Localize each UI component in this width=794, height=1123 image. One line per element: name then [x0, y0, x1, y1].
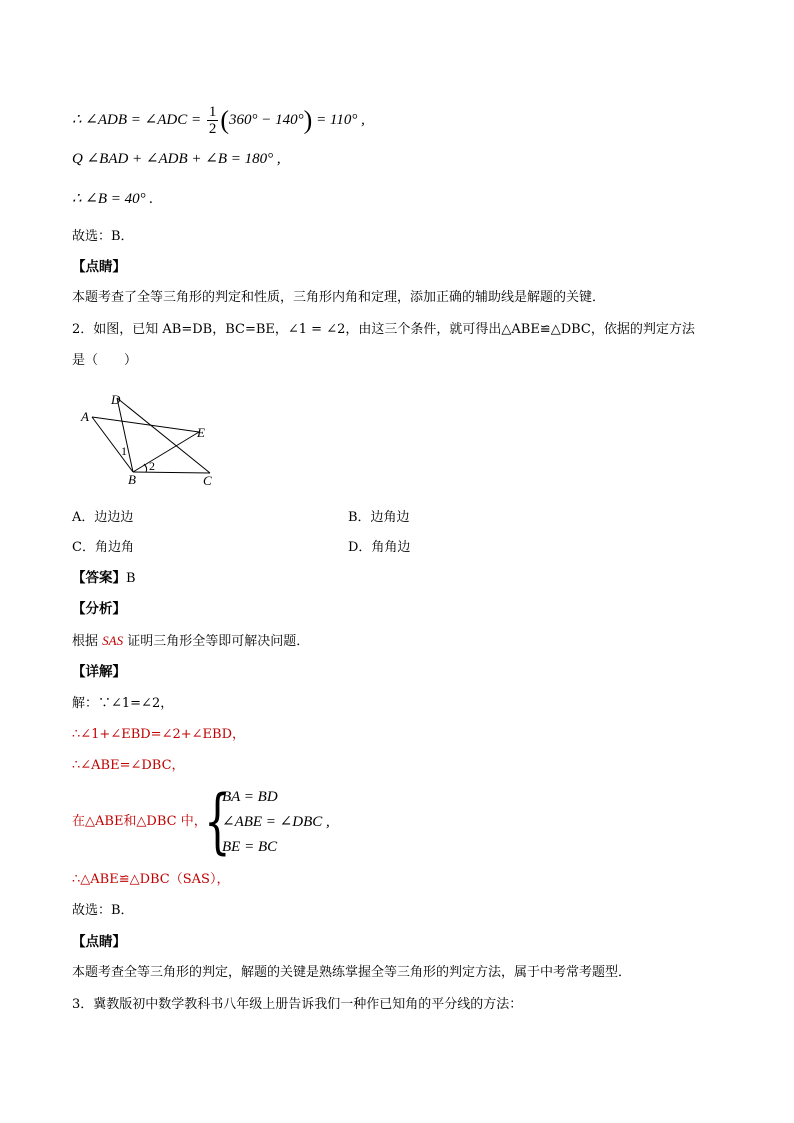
analysis-text [72, 632, 309, 651]
analysis-label: 【分析】 [72, 601, 126, 617]
segment-AE [92, 417, 199, 432]
tip-text-1: 本题考查了全等三角形的判定和性质，三角形内角和定理，添加正确的辅助线是解题的关键． [72, 290, 606, 305]
derivation-line-2: Q ∠BAD + ∠ADB + ∠B = 180° , [72, 151, 281, 167]
tip-label-1: 【点睛】 [72, 259, 126, 275]
left-brace: { [204, 780, 231, 862]
label-E: E [197, 425, 205, 440]
derivation-line-3: ∴ ∠B = 40° . [72, 191, 154, 207]
fraction-half [207, 104, 219, 137]
analysis-suffix: 证明三角形全等即可解决问题． [123, 634, 310, 649]
equation-system [72, 780, 432, 862]
answer-label: 【答案】 [72, 570, 126, 586]
option-a: A．边边边 [72, 510, 134, 525]
choice-line: 故选：B． [72, 229, 134, 244]
option-d: D．角角边 [348, 540, 411, 555]
analysis-prefix: 根据 [72, 634, 103, 649]
detail-line-2: ∴∠1+∠EBD=∠2+∠EBD， [72, 727, 245, 742]
tip-label-2: 【点睛】 [72, 934, 126, 950]
line1-rhs: = 110° , [316, 111, 365, 128]
analysis-sas: SAS [102, 633, 124, 648]
option-b: B．边角边 [348, 510, 410, 525]
option-c: C．角边角 [72, 540, 134, 555]
segment-BC [133, 472, 210, 473]
detail-line-6: 故选：B． [72, 903, 134, 918]
label-angle-2: 2 [149, 459, 155, 473]
question-2-text-cont: 是（ ） [72, 353, 138, 368]
detail-line-1: 解：∵∠1=∠2， [72, 696, 174, 711]
label-angle-1: 1 [121, 444, 127, 458]
system-prefix: 在△ABE和△DBC 中， [72, 814, 207, 829]
system-row-2: ∠ABE = ∠DBC , [222, 814, 330, 830]
fraction-denominator: 2 [208, 121, 217, 137]
label-B: B [128, 472, 136, 487]
line1-lhs: ∴ ∠ADB = ∠ADC = [72, 111, 202, 128]
system-row-3: BE = BC [222, 839, 278, 855]
detail-line-3: ∴∠ABE=∠DBC， [72, 758, 185, 773]
derivation-line-1: ∴ ∠ADB = ∠ADC = $\frac{1}{2}$ (360° − 140°) = 110° , [72, 104, 365, 137]
line1-inner: 360° − 140° [229, 111, 304, 128]
answer-line [72, 569, 136, 588]
detail-line-5: ∴△ABE≌△DBC（SAS）， [72, 872, 230, 887]
label-D: D [111, 392, 121, 407]
label-A: A [81, 409, 89, 424]
detail-label: 【详解】 [72, 664, 126, 680]
question-3-text: 3．冀教版初中数学教科书八年级上册告诉我们一种作已知角的平分线的方法： [72, 997, 523, 1012]
answer-value: B [126, 571, 136, 586]
label-C: C [203, 473, 212, 488]
question-2-text: 2．如图，已知 AB=DB，BC=BE，∠1 = ∠2，由这三个条件，就可得出△ABE≌△DBC，依据的判定方法 [72, 322, 695, 337]
triangle-figure [72, 386, 232, 491]
tip-text-2: 本题考查全等三角形的判定，解题的关键是熟练掌握全等三角形的判定方法，属于中考常考题型． [72, 965, 632, 980]
system-row-1: BA = BD [222, 789, 278, 805]
fraction-numerator: 1 [208, 104, 217, 120]
